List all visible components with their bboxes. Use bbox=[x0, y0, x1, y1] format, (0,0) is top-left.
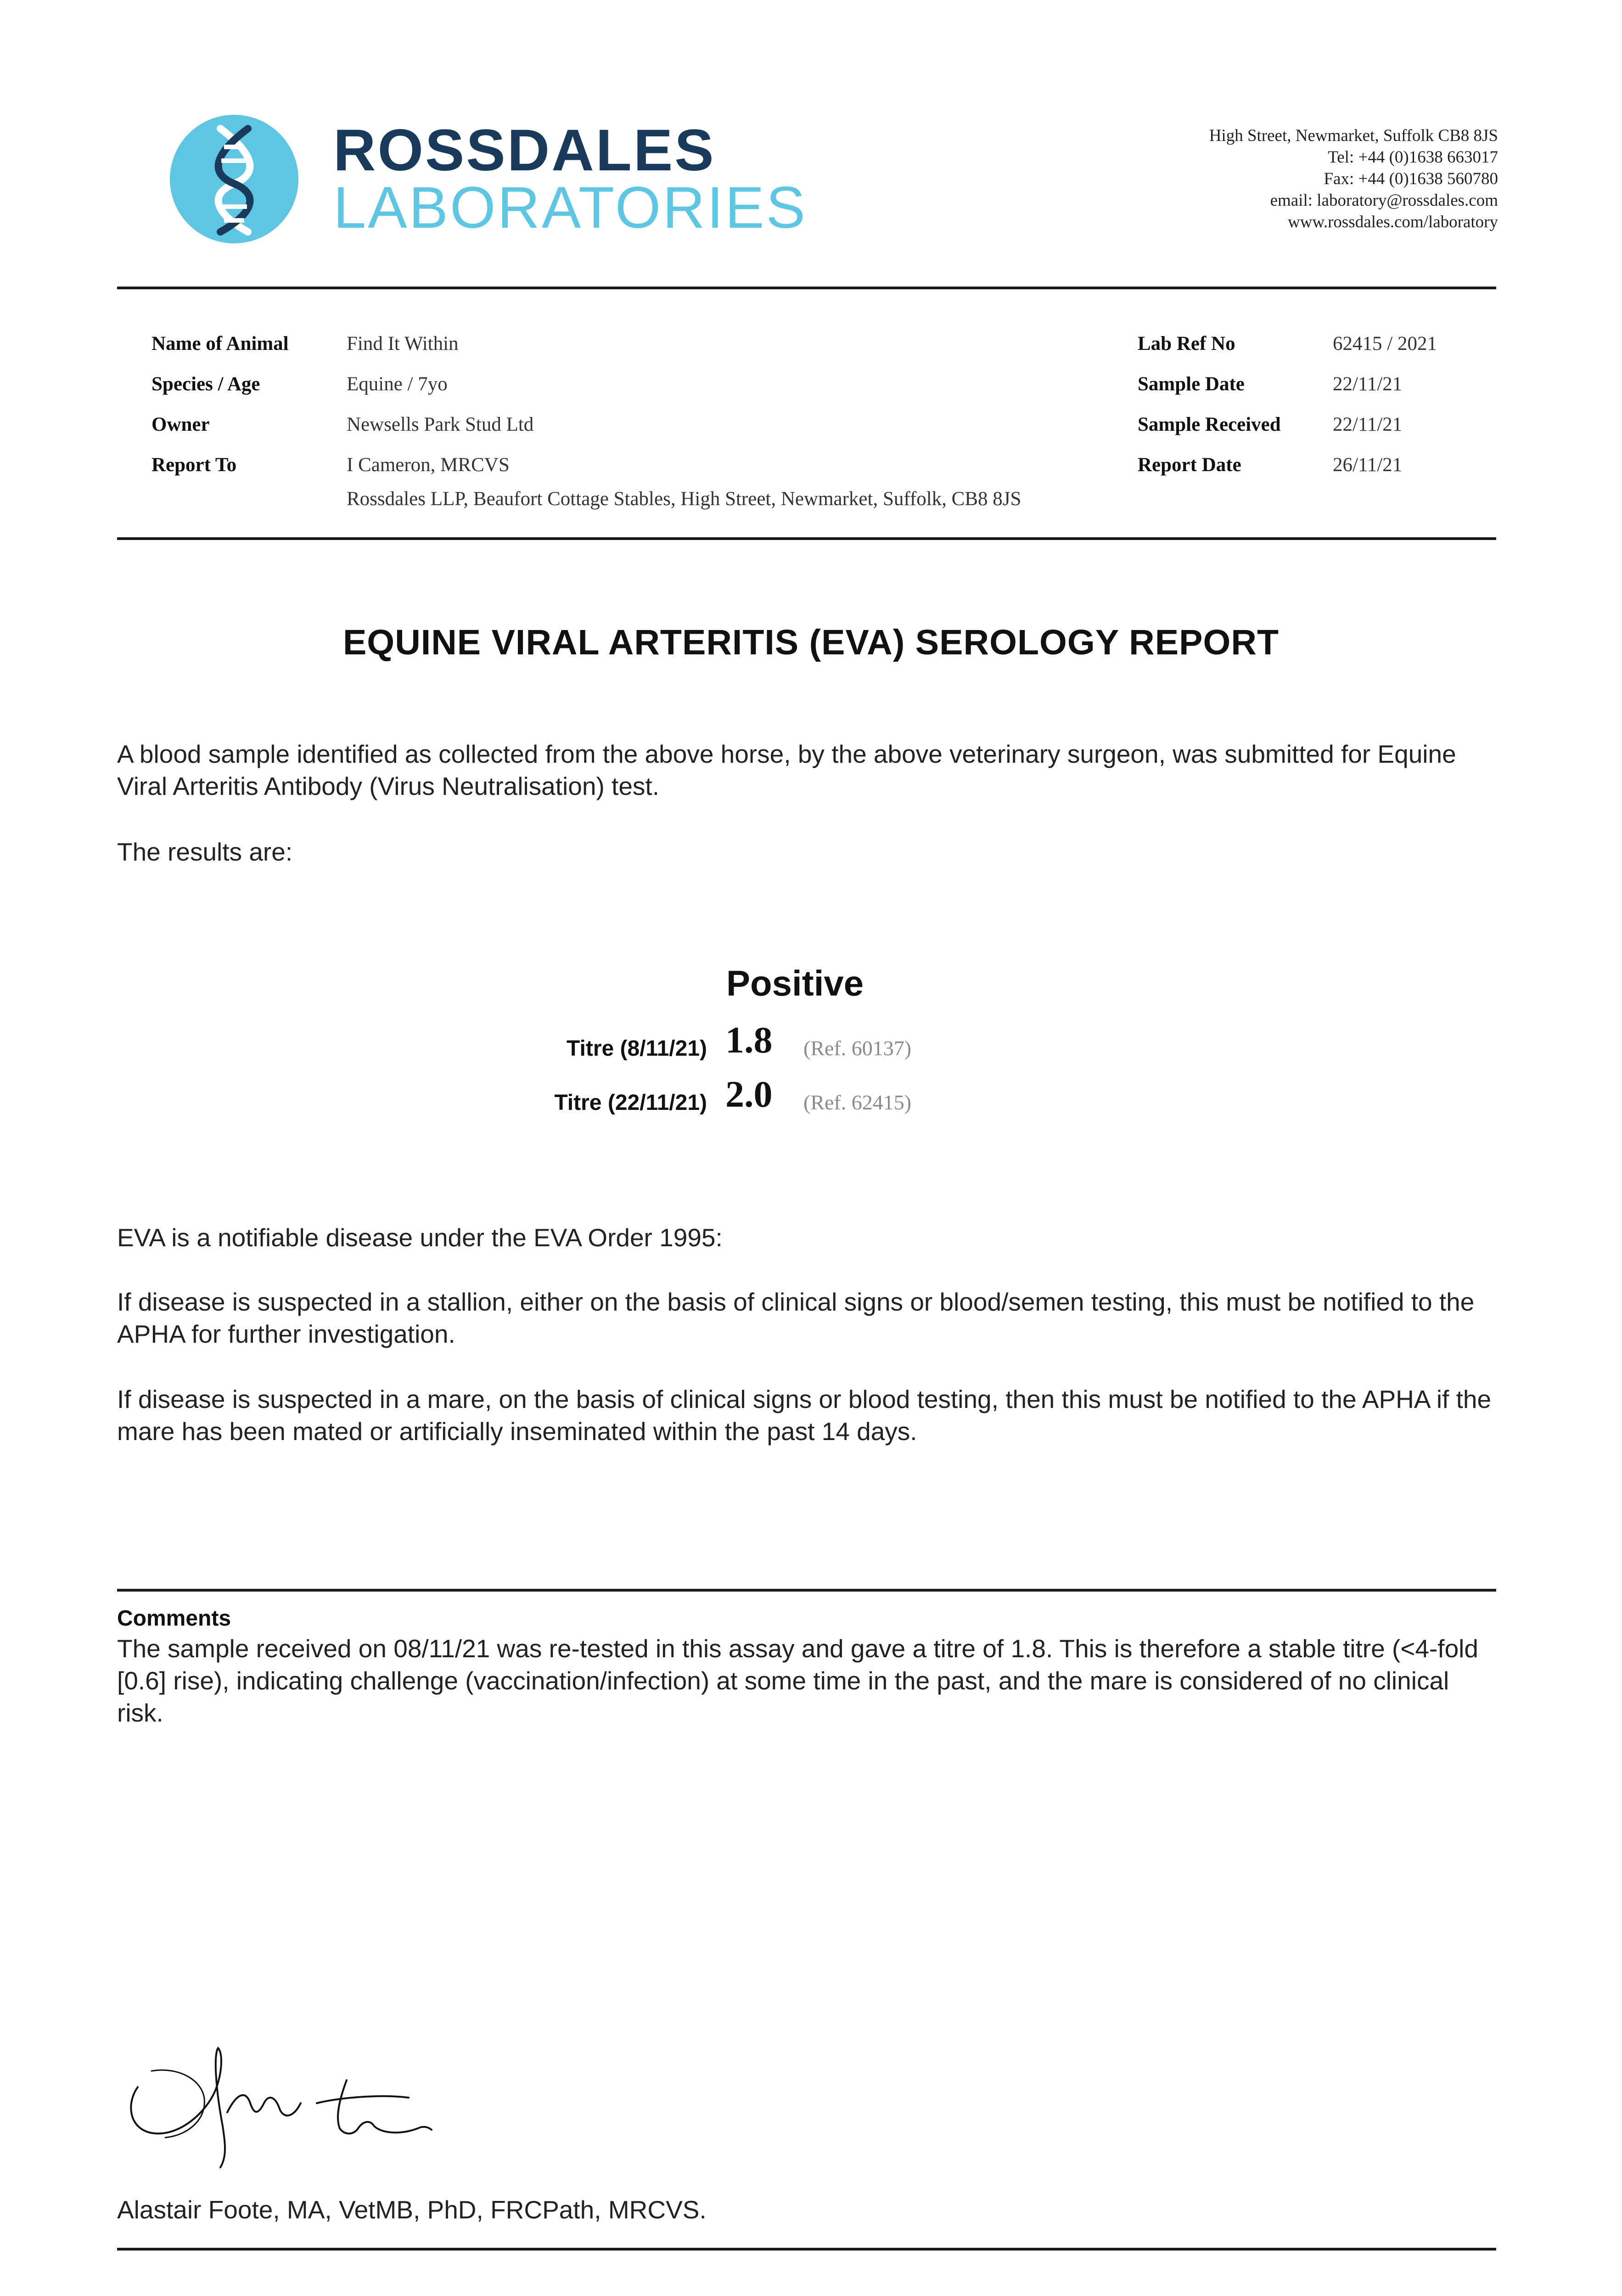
animal-info-labels bbox=[152, 324, 289, 485]
stallion-text: If disease is suspected in a stallion, either on the basis of clinical signs or blood/semen testing, this must be notified to the APHA for further investigation. bbox=[117, 1288, 1475, 1348]
titre-label: Titre (22/11/21) bbox=[554, 1091, 707, 1115]
website-link[interactable]: www.rossdales.com/laboratory bbox=[1288, 213, 1498, 231]
mare-text: If disease is suspected in a mare, on the basis of clinical signs or blood testing, then this must be notified to the APHA if the mare has been mated or artificially inseminated within the past 14 days. bbox=[117, 1385, 1492, 1446]
titre-value: 2.0 bbox=[725, 1073, 773, 1115]
titre-ref: (Ref. 60137) bbox=[803, 1036, 912, 1060]
logo-line-2: LABORATORIES bbox=[333, 175, 807, 241]
email-link[interactable]: email: laboratory@rossdales.com bbox=[1270, 191, 1498, 210]
info-label: Sample Date bbox=[1138, 373, 1245, 395]
telephone: Tel: +44 (0)1638 663017 bbox=[1328, 148, 1498, 167]
result-status: Positive bbox=[726, 963, 864, 1003]
comments-heading: Comments bbox=[117, 1606, 231, 1631]
signature-image bbox=[124, 2043, 477, 2172]
lab-ref-value: 62415 / 2021 bbox=[1333, 333, 1437, 355]
lab-info-values bbox=[1333, 324, 1437, 485]
owner-value: Newsells Park Stud Ltd bbox=[347, 414, 534, 435]
logo-line-1: ROSSDALES bbox=[333, 118, 716, 183]
divider bbox=[117, 2248, 1496, 2251]
report-to-address-text: Rossdales LLP, Beaufort Cottage Stables, High Street, Newmarket, Suffolk, CB8 8JS bbox=[347, 488, 1021, 510]
intro-text: A blood sample identified as collected from the above horse, by the above veterinary surgeon, was submitted for Equine Viral Arteritis Antibody (Virus Neutralisation) test. bbox=[117, 740, 1456, 800]
divider bbox=[117, 537, 1496, 540]
info-label: Report To bbox=[152, 454, 237, 476]
titre-value: 1.8 bbox=[725, 1019, 773, 1061]
info-label: Name of Animal bbox=[152, 333, 289, 355]
company-logo bbox=[170, 115, 849, 248]
dna-helix-icon bbox=[170, 115, 298, 243]
titre-ref: (Ref. 62415) bbox=[803, 1091, 912, 1114]
info-label: Species / Age bbox=[152, 373, 260, 395]
report-to-address bbox=[347, 485, 1021, 513]
info-label: Report Date bbox=[1138, 454, 1241, 476]
fax: Fax: +44 (0)1638 560780 bbox=[1324, 169, 1498, 188]
species-age-value: Equine / 7yo bbox=[347, 373, 448, 395]
info-label: Owner bbox=[152, 414, 210, 435]
info-label: Lab Ref No bbox=[1138, 333, 1235, 355]
divider bbox=[117, 287, 1496, 289]
results-lead: The results are: bbox=[117, 838, 293, 866]
comments-text: The sample received on 08/11/21 was re-tested in this assay and gave a titre of 1.8. This is therefore a stable titre (<4-fold [0.6] rise), indicating challenge (vaccination/infection) at some time in the past, and the mare is considered of no clinical risk. bbox=[117, 1634, 1478, 1727]
report-to-value: I Cameron, MRCVS bbox=[347, 454, 510, 476]
animal-info-values bbox=[347, 324, 533, 485]
info-label: Sample Received bbox=[1138, 414, 1281, 435]
divider bbox=[117, 1589, 1496, 1592]
signer-name: Alastair Foote, MA, VetMB, PhD, FRCPath, MRCVS. bbox=[117, 2195, 707, 2224]
lab-info-labels bbox=[1138, 324, 1281, 485]
titre-row bbox=[0, 1019, 1622, 1069]
notifiable-text: EVA is a notifiable disease under the EVA Order 1995: bbox=[117, 1223, 723, 1252]
report-title: EQUINE VIRAL ARTERITIS (EVA) SEROLOGY REPORT bbox=[342, 623, 1280, 662]
report-date-value: 26/11/21 bbox=[1333, 454, 1403, 476]
titre-label: Titre (8/11/21) bbox=[567, 1036, 707, 1061]
animal-name-value: Find It Within bbox=[347, 333, 459, 355]
contact-block bbox=[1209, 125, 1498, 233]
sample-received-value: 22/11/21 bbox=[1333, 414, 1403, 435]
sample-date-value: 22/11/21 bbox=[1333, 373, 1403, 395]
address: High Street, Newmarket, Suffolk CB8 8JS bbox=[1209, 126, 1498, 145]
titre-row bbox=[0, 1073, 1622, 1123]
